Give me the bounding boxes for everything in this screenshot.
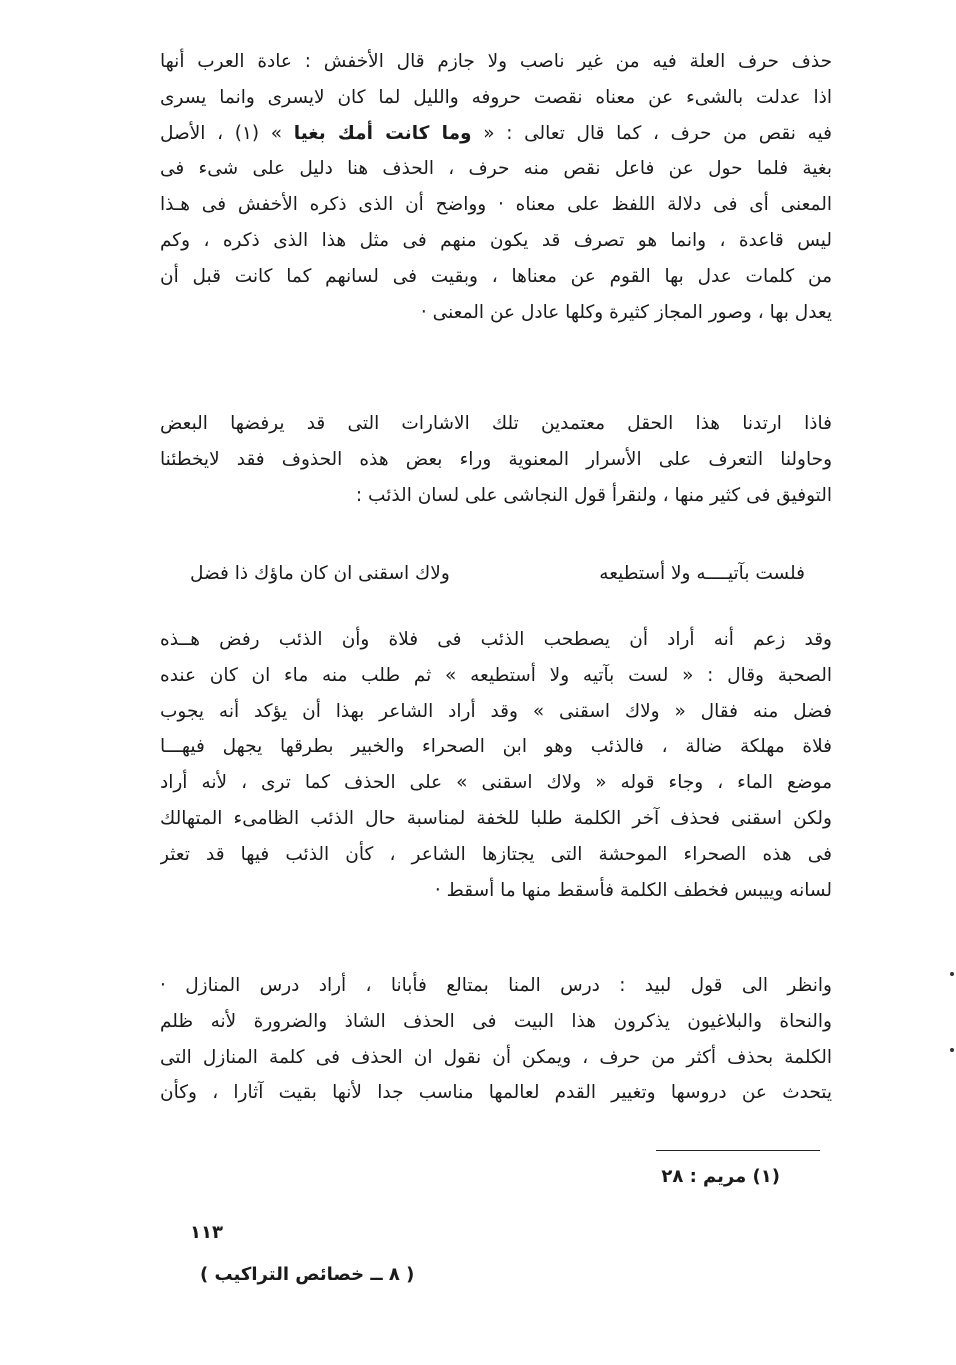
paragraph-4-line-4: يتحدث عن دروسها وتغيير القدم لعالمها مناسب جدا لأنها بقيت آثارا ، وكأن	[160, 1082, 832, 1104]
paragraph-4-line-2: والنحاة والبلاغيون يذكرون هذا البيت فى الحذف الشاذ والضرورة لأنه ظلم	[160, 1010, 832, 1032]
paragraph-1-line-6: ليس قاعدة ، وانما هو تصرف قد يكون منهم فى مثل هذا الذى ذكره ، وكم	[160, 229, 832, 251]
poetry-verse	[190, 556, 805, 592]
paragraph-2-line-2: وحاولنا التعرف على الأسرار المعنوية وراء بعض هذه الحذوف فقد لايخطئنا	[160, 448, 832, 470]
paragraph-3-line-7: فى هذه الصحراء الموحشة التى يجتازها الشاعر ، كأن الذئب فيها قد تعثر	[160, 843, 832, 865]
paragraph-1-line-2: اذا عدلت بالشىء عن معناه نقصت حروفه والليل لما كان لايسرى وانما يسرى	[160, 86, 832, 108]
paragraph-1-line-1: حذف حرف العلة فيه من غير ناصب ولا جازم قال الأخفش : عادة العرب أنها	[160, 51, 832, 72]
paragraph-2-line-1: فاذا ارتدنا هذا الحقل معتمدين تلك الاشارات التى قد يرفضها البعض	[160, 413, 832, 434]
paragraph-3-line-8: لسانه وييبس فخطف الكلمة فأسقط منها ما أسقط ·	[434, 879, 832, 901]
paragraph-3-line-6: ولكن اسقنى فحذف آخر الكلمة طلبا للخفة لمناسبة حال الذئب الظامىء المتهالك	[160, 807, 832, 829]
paragraph-1-line-3	[160, 116, 832, 152]
paragraph-3	[160, 622, 832, 908]
paragraph-3-line-2: الصحبة وقال : « لست بآتيه ولا أستطيعه » ثم طلب منه ماء ان كان عنده	[160, 664, 832, 686]
paragraph-2-line-3: التوفيق فى كثير منها ، ولنقرأ قول النجاشى على لسان الذئب :	[355, 484, 832, 506]
paragraph-4-line-1: وانظر الى قول لبيد : درس المنا بمتالع فأبانا ، أراد درس المنازل ·	[160, 975, 832, 996]
verse-first-hemistich: فلست بآتيــــه ولا أستطيعه	[599, 563, 805, 584]
paragraph-2	[160, 406, 832, 513]
paragraph-3-line-4: فلاة مهلكة ضالة ، فالذئب وهو ابن الصحراء والخبير بطرقها يجهل فيهـــا	[160, 736, 832, 758]
quote-tail-text: » (١) ، الأصل	[160, 122, 294, 144]
paragraph-1-line-8: يعدل بها ، وصور المجاز كثيرة وكلها عادل عن المعنى ·	[420, 301, 832, 323]
quranic-quote: وما كانت أمك بغيا	[293, 122, 472, 144]
paragraph-3-line-5: موضع الماء ، وجاء قوله « ولاك اسقنى » على الحذف كما ترى ، لأنه أراد	[160, 772, 832, 794]
page-number: ١١٣	[190, 1222, 223, 1243]
paragraph-1-line-5: المعنى أى فى دلالة اللفظ على معناه · وواضح أن الذى ذكره الأخفش فى هـذا	[160, 194, 832, 216]
paragraph-4-line-3: الكلمة بحذف أكثر من حرف ، ويمكن أن نقول ان الحذف فى كلمة المنازل التى	[160, 1046, 832, 1068]
verse-second-hemistich: ولاك اسقنى ان كان ماؤك ذا فضل	[190, 563, 450, 584]
quote-lead-text: فيه نقص من حرف ، كما قال تعالى : «	[471, 122, 832, 144]
scan-mark	[950, 1048, 954, 1052]
footnote: (١) مريم : ٢٨	[661, 1166, 780, 1187]
scan-mark	[950, 972, 954, 976]
paragraph-3-line-3: فضل منه فقال « ولاك اسقنى » وقد أراد الشاعر بهذا أن يؤكد أنه يجوب	[160, 700, 832, 722]
paragraph-4	[160, 968, 832, 1111]
paragraph-1-line-7: من كلمات عدل بها القوم عن معناها ، وبقيت فى لسانهم كما كانت قبل أن	[160, 265, 832, 287]
paragraph-3-line-1: وقد زعم أنه أراد أن يصطحب الذئب فى فلاة وأن الذئب رفض هــذه	[160, 629, 832, 650]
paragraph-1	[160, 44, 832, 330]
footnote-divider	[656, 1150, 820, 1151]
paragraph-1-line-4: بغية فلما حول عن فاعل نقص منه حرف ، الحذف هنا دليل على شىء فى	[160, 158, 832, 180]
signature-mark: ( ٨ ــ خصائص التراكيب )	[200, 1264, 415, 1285]
